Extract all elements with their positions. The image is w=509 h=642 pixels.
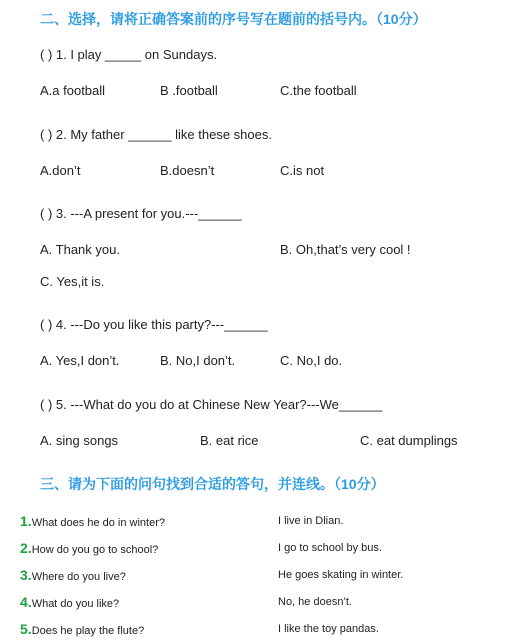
match-question-text: How do you go to school? <box>31 544 159 556</box>
question-3: ( ) 3. ---A present for you.---______ <box>40 206 242 221</box>
match-number: 5. <box>20 621 32 637</box>
q5-option-a: A. sing songs <box>40 433 119 448</box>
q3-option-c: C. Yes,it is. <box>40 274 105 289</box>
match-answer-1: I live in Dlian. <box>278 515 344 527</box>
match-answer-5: I like the toy pandas. <box>278 623 379 635</box>
q1-option-b: B .football <box>160 83 218 98</box>
match-question-2 <box>20 540 158 556</box>
q2-option-b: B.doesn’t <box>160 163 215 178</box>
q1-option-a: A.a football <box>40 83 106 98</box>
match-question-1 <box>20 513 165 529</box>
q5-option-b: B. eat rice <box>200 433 259 448</box>
section3-heading: 三、请为下面的问句找到合适的答句，并连线。（10分） <box>40 476 385 492</box>
match-question-3 <box>20 567 126 583</box>
question-4: ( ) 4. ---Do you like this party?---______ <box>40 317 268 332</box>
match-question-5 <box>20 621 144 637</box>
match-answer-4: No, he doesn’t. <box>278 596 352 608</box>
match-answer-3: He goes skating in winter. <box>278 569 404 581</box>
q4-option-c: C. No,I do. <box>280 353 343 368</box>
match-question-text: Where do you live? <box>31 571 126 583</box>
q4-option-a: A. Yes,I don’t. <box>40 353 120 368</box>
q5-option-c: C. eat dumplings <box>360 433 458 448</box>
q2-option-a: A.don’t <box>40 163 81 178</box>
question-5: ( ) 5. ---What do you do at Chinese New Year?---We______ <box>40 397 383 412</box>
question-2: ( ) 2. My father ______ like these shoes. <box>40 127 272 142</box>
match-question-text: What do you like? <box>31 598 120 610</box>
match-answer-2: I go to school by bus. <box>278 542 382 554</box>
q3-option-a: A. Thank you. <box>40 242 120 257</box>
match-question-text: What does he do in winter? <box>31 517 165 529</box>
q3-option-b: B. Oh,that’s very cool ! <box>280 242 411 257</box>
match-question-text: Does he play the flute? <box>31 625 145 637</box>
q4-option-b: B. No,I don’t. <box>160 353 236 368</box>
q2-option-c: C.is not <box>280 163 325 178</box>
match-number: 1. <box>20 513 32 529</box>
match-number: 3. <box>20 567 32 583</box>
match-number: 4. <box>20 594 32 610</box>
question-1: ( ) 1. I play _____ on Sundays. <box>40 47 218 62</box>
section2-heading: 二、选择，请将正确答案前的序号写在题前的括号内。（10分） <box>40 11 427 27</box>
q1-option-c: C.the football <box>280 83 357 98</box>
match-number: 2. <box>20 540 32 556</box>
match-question-4 <box>20 594 119 610</box>
